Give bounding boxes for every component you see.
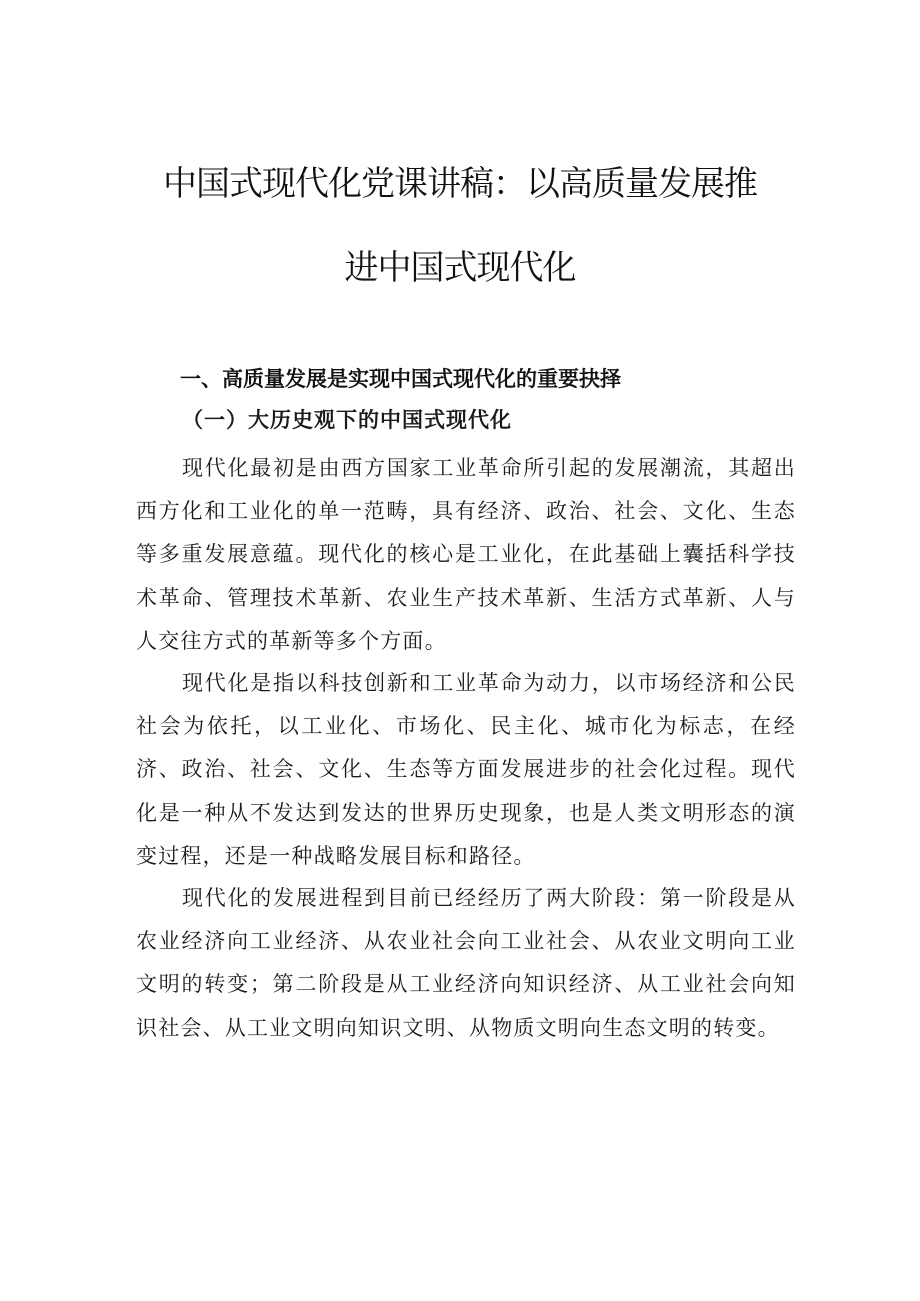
body-paragraph-3: 现代化的发展进程到目前已经经历了两大阶段：第一阶段是从农业经济向工业经济、从农业社会向工业社会、从农业文明向工业文明的转变；第二阶段是从工业经济向知识经济、从工业社会向知识社会、从工业文明向知识文明、从物质文明向生态文明的转变。 (136, 886, 796, 1040)
subsection-heading: （一）大历史观下的中国式现代化 (182, 407, 512, 432)
document-title-line-1: 中国式现代化党课讲稿：以高质量发展推 (163, 164, 757, 204)
body-paragraph-2: 现代化是指以科技创新和工业革命为动力，以市场经济和公民社会为依托，以工业化、市场化、民主化、城市化为标志，在经济、政治、社会、文化、生态等方面发展进步的社会化过程。现代化是一种从不发达到发达的世界历史现象，也是人类文明形态的演变过程，还是一种战略发展目标和路径。 (136, 671, 796, 868)
document-title-line-2: 进中国式现代化 (344, 248, 576, 288)
section-heading: 一、高质量发展是实现中国式现代化的重要抉择 (180, 367, 621, 391)
body-paragraph-1: 现代化最初是由西方国家工业革命所引起的发展潮流，其超出西方化和工业化的单一范畴，具有经济、政治、社会、文化、生态等多重发展意蕴。现代化的核心是工业化，在此基础上囊括科学技术革命、管理技术革新、农业生产技术革新、生活方式革新、人与人交往方式的革新等多个方面。 (136, 456, 796, 653)
